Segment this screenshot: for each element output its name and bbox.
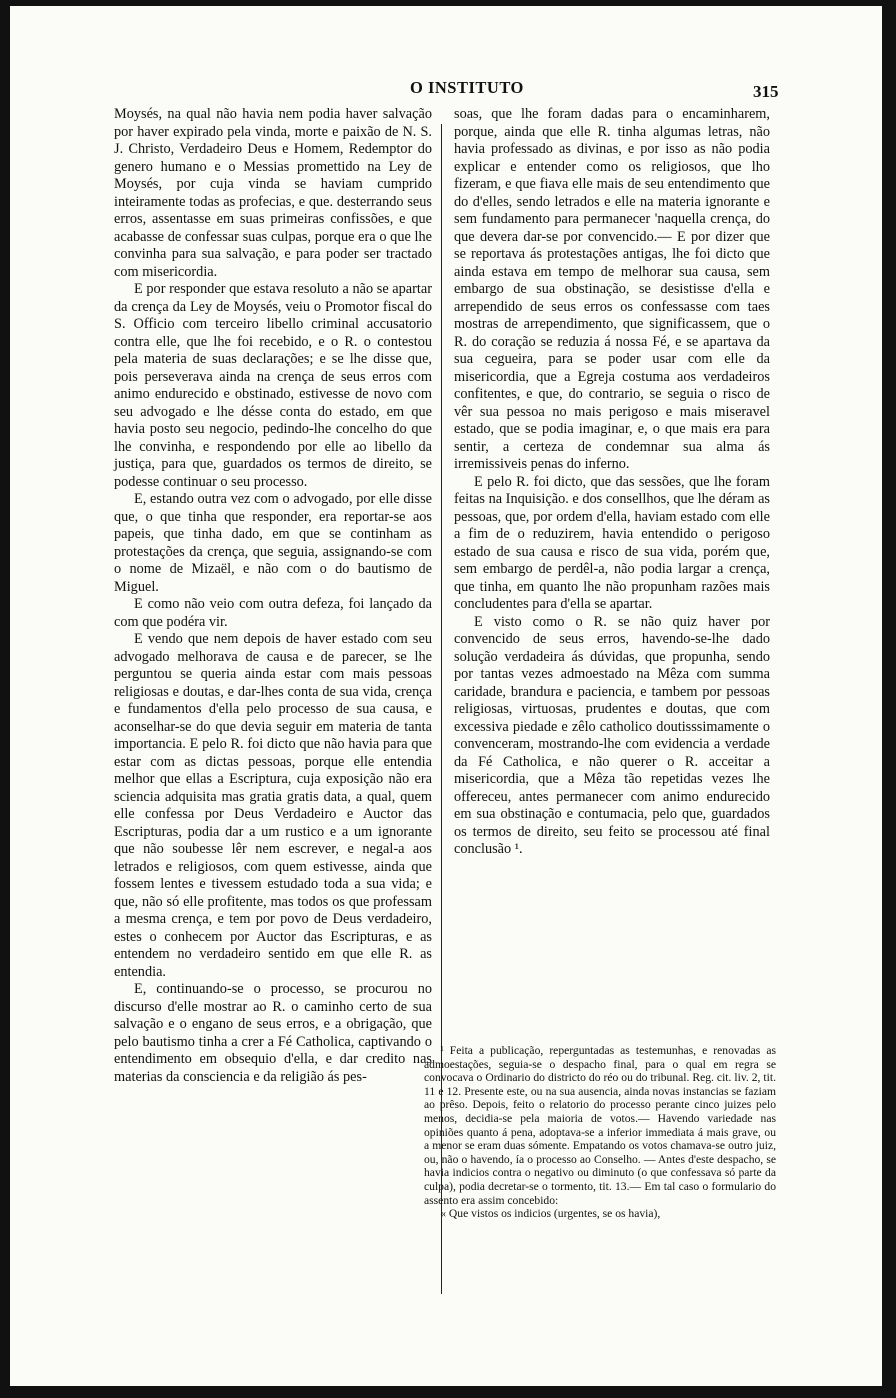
paragraph: Moysés, na qual não havia nem podia haver salvação por haver expirado pela vinda, morte e paixão de N. S. J. Christo, Verdadeiro Deus e Homem, Redemptor do genero humano e o Messias promettido na Ley de Moysés, por cuja vinda se haviam cumprido inteiramente todas as profecias, e que. desterrando seus erros, assentasse em suas primeiras confissões, e que acabasse de confessar suas culpas, porque era o que lhe convinha para sua salvação, e para poder ser tractado com misericordia. bbox=[114, 106, 432, 280]
paragraph: E como não veio com outra defeza, foi lançado da com que podéra vir. bbox=[114, 596, 432, 630]
page-number: 315 bbox=[753, 82, 779, 101]
footnotes bbox=[424, 1044, 776, 1221]
footnote: ¹ Feita a publicação, reperguntadas as testemunhas, e renovadas as admoestações, seguia-se o despacho final, para o qual em regra se convocava o Ordinario do districto do réo ou do tribunal. Reg. cit. liv. 2, tit. 11 e 12. Presente este, ou na sua ausencia, ainda novas instancias se faziam ao prêso. Depois, feito o relatorio do processo perante cinco juizes pelo menos, decidia-se pela maioria de votos.— Havendo variedade nas opiniões quanto á pena, adoptava-se a inferior immediata á mais grave, ou a menor se eram duas sómente. Empatando os votos chamava-se outro juiz, ou, não o havendo, ía o processo ao Conselho. — Antes d'este despacho, se havia indicios contra o negativo ou diminuto (o que confessava só parte da culpa), podia decretar-se o tormento, tit. 13.— Em tal caso o formulario do assento era assim concebido: bbox=[424, 1044, 776, 1207]
book-page bbox=[10, 6, 882, 1386]
paragraph: E, continuando-se o processo, se procurou no discurso d'elle mostrar ao R. o caminho certo de sua salvação e o engano de seus erros, e a obrigação, que pelo bautismo tinha a crer a Fé Catholica, captivando o entendimento em obsequio d'ella, e dar credito nas materias da consciencia e da religião ás pes- bbox=[114, 981, 432, 1085]
right-column bbox=[454, 106, 770, 859]
paragraph: E vendo que nem depois de haver estado com seu advogado melhorava de causa e de parecer, se lhe perguntou se queria ainda estar com mais pessoas religiosas e doutas, e dar-lhes conta de sua vida, crença e fundamentos d'ella pelo processo de sua causa, e aconselhar-se do que devia seguir em materia de tanta importancia. E pelo R. foi dicto que não havia para que estar com as dictas pessoas, porque elle entendia melhor que ellas a Escriptura, cuja exposição não era sciencia adquisita mas gratia gratis data, a qual, quem elle confessa por Deus Verdadeiro e Auctor das Escripturas, podia dar a um rustico e a um ignorante que não soubesse lêr nem escrever, e negal-a aos letrados e religiosos, com quem estivesse, ainda que fossem lentes e tivessem estudado toda a sua vida; e que, não só elle profitente, mas todos os que professam a mesma crença, e tem por povo de Deus verdadeiro, estes o conhecem por Auctor das Escripturas, e as entendem no verdadeiro sentido em que elle R. as entendia. bbox=[114, 631, 432, 980]
paragraph: E visto como o R. se não quiz haver por convencido de seus erros, havendo-se-lhe dado solução verdadeira ás dúvidas, que propunha, sendo por tantas vezes admoestado na Mêza com summa caridade, brandura e paciencia, e tambem por pessoas religiosas, virtuosas, prudentes e doutas, que com excessiva piedade e zêlo catholico doutisssimamente o convenceram, mostrando-lhe com evidencia a verdade da Fé Catholica, e não querer o R. acceitar a misericordia, que a Mêza tão repetidas vezes lhe offereceu, antes permanecer com animo endurecido em sua obstinação e contumacia, pelo que, guardados os termos de direito, seu feito se processou até final conclusão ¹. bbox=[454, 613, 770, 857]
paragraph: E pelo R. foi dicto, que das sessões, que lhe foram feitas na Inquisição. e dos consellhos, que lhe déram as pessoas, que, por ordem d'ella, haviam estado com elle a fim de o reduzirem, havia entendido o perigoso estado de sua causa e risco de sua vida, porém que, sem embargo de perdêl-a, não podia largar a crença, que tinha, em quanto lhe não propunham razões mais concludentes para d'ella se apartar. bbox=[454, 473, 770, 612]
footnote-continuation: « Que vistos os indicios (urgentes, se os havia), bbox=[440, 1207, 661, 1221]
page-header bbox=[10, 78, 882, 102]
running-title: O INSTITUTO bbox=[410, 78, 524, 97]
paragraph: E por responder que estava resoluto a não se apartar da crença da Ley de Moysés, veiu o Promotor fiscal do S. Officio com terceiro libello criminal accusatorio contra elle, que lhe foi recebido, e o R. o contestou pela materia de suas declarações; e se lhe disse que, pois perseverava ainda na crença de seus erros com animo endurecido e obstinado, estivesse de novo com seu advogado e lhe désse conta do estado, em que havia posto seu negocio, pedindo-lhe concelho do que lhe convinha, e respondendo por elle ao libello da justiça, para que, guardados os termos de direito, se podesse continuar o seu processo. bbox=[114, 281, 432, 490]
left-column bbox=[114, 106, 432, 1086]
paragraph: soas, que lhe foram dadas para o encaminharem, porque, ainda que elle R. tinha algumas letras, não havia professado as divinas, e por isso as não podia explicar e entender como os religiosos, que lho fizeram, e que fiava elle mais de seu entendimento que do d'elles, sendo letrados e elle na materia ignorante e sem fundamento para permanecer 'naquella crença, do que devera dar-se por convencido.— E por dizer que se reportava ás protestações antigas, lhe foi dicto que ainda estava em tempo de melhorar sua causa, sem embargo de sua obstinação, se desistisse d'ella e arrependido de seus erros os confessasse com taes mostras de arrependimento, que significassem, que o R. do coração se reduzia á nossa Fé, e se apartava da sua cegueira, para se poder usar com elle da misericordia, que a Egreja costuma aos verdadeiros confitentes, e que, do contrario, se seguia o risco de vêr sua pessoa no mais perigoso e mais miseravel estado, que se podia imaginar, e, o que mais era para sentir, a certeza de condemnar sua alma ás irremissiveis penas do inferno. bbox=[454, 106, 770, 472]
paragraph: E, estando outra vez com o advogado, por elle disse que, o que tinha que responder, era reportar-se aos papeis, que tinha dado, em que se continham as protestações da crença, que seguia, assignando-se com o nome de Mizaël, e não com o do bautismo de Miguel. bbox=[114, 491, 432, 595]
